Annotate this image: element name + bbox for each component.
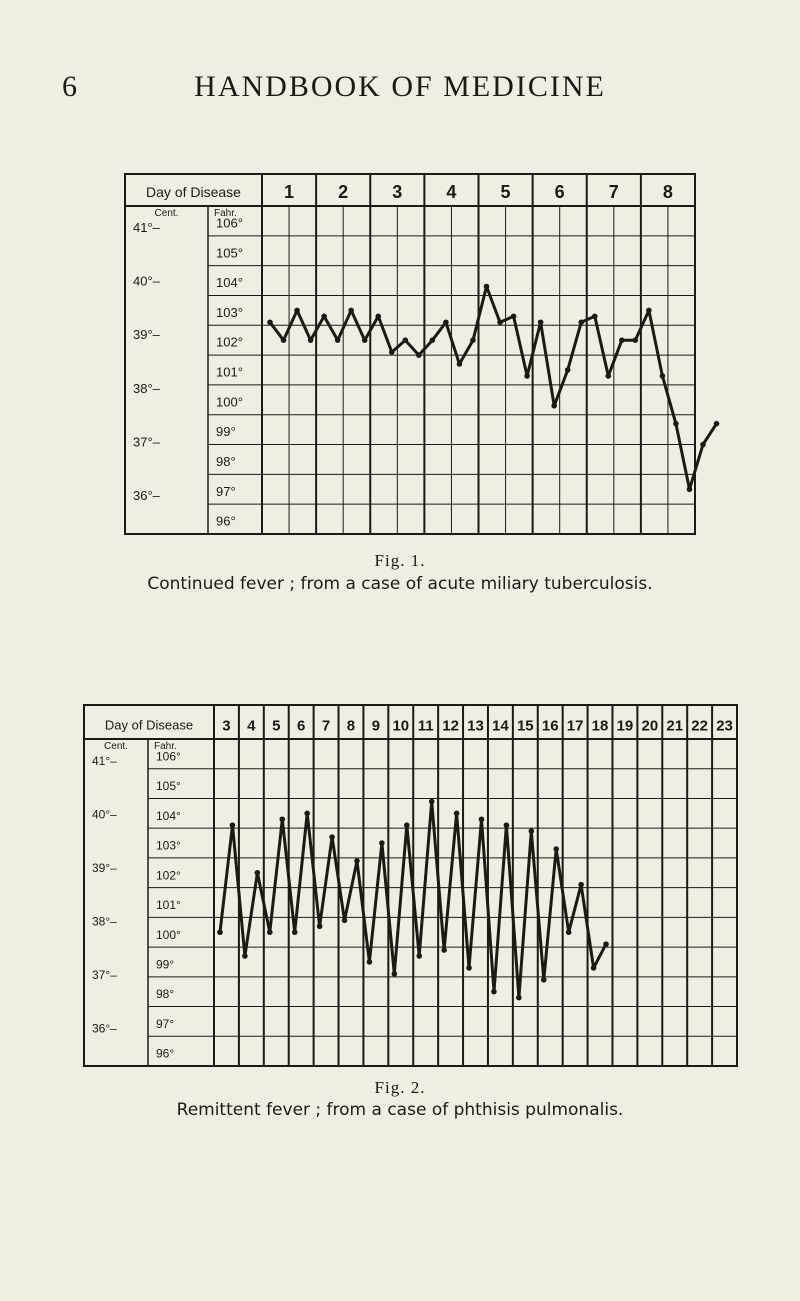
fig2-cent-label: 40°– — [92, 807, 117, 822]
fig2-frame — [84, 705, 737, 1066]
fig1-fahr-label: 106° — [216, 215, 243, 231]
fig2-day-label: 5 — [272, 717, 281, 735]
fig2-temperature-point — [404, 822, 410, 828]
fig2-temperature-point — [603, 941, 609, 947]
fig2-temperature-point — [392, 971, 398, 977]
fig1-fahr-label: 98° — [216, 454, 236, 470]
fig2-temperature-point — [591, 965, 597, 971]
fig1-day-label: 4 — [446, 182, 457, 202]
fig2-temperature-point — [304, 811, 310, 817]
fig1-cent-label: 37°– — [133, 434, 160, 450]
fig2-caption: Remittent fever ; from a case of phthisis pulmonalis. — [176, 1100, 624, 1120]
fig1-fahr-label: 104° — [216, 275, 243, 291]
fig2-temperature-point — [317, 923, 323, 929]
fig2-fahr-label: 100° — [156, 927, 181, 942]
fig2-cent-label: 39°– — [92, 860, 117, 875]
fig2-cent-header: Cent. — [104, 741, 128, 752]
fig2-fahr-label: 104° — [156, 808, 181, 823]
fig2-fahr-label: 105° — [156, 779, 181, 794]
fig2-temperature-point — [342, 918, 348, 924]
fig2-temperature-point — [441, 947, 447, 953]
fig2-temperature-point — [242, 953, 248, 959]
fig2-temperature-point — [491, 989, 497, 995]
fig2-temperature-point — [329, 834, 335, 840]
fig2-temperature-point — [217, 929, 223, 935]
fig2-temperature-point — [279, 816, 285, 822]
fig1-day-label: 7 — [608, 182, 619, 202]
fig2-label: Fig. 2. — [374, 1078, 426, 1097]
fig2-temperature-point — [541, 977, 547, 983]
fig1-day-label: 8 — [662, 182, 673, 202]
fig2-day-label: 17 — [566, 717, 584, 735]
fig2-day-label: 8 — [346, 717, 356, 735]
fig2-day-label: 20 — [641, 717, 659, 735]
fig2-temperature-point — [267, 929, 273, 935]
fig1-day-label: 6 — [554, 182, 565, 202]
fig2-temperature-point — [466, 965, 472, 971]
fig1-caption: Continued fever ; from a case of acute miliary tuberculosis. — [147, 574, 653, 594]
fig2-day-label: 10 — [392, 717, 410, 735]
page-number: 6 — [62, 70, 77, 103]
fig2-fahr-label: 97° — [156, 1016, 175, 1031]
fig1-fahr-header: Fahr. — [214, 208, 237, 219]
fig1-fahr-label: 102° — [216, 334, 243, 350]
fig2-fahr-label: 102° — [156, 868, 181, 883]
fig2-fahr-label: 98° — [156, 987, 175, 1002]
fig2-cent-label: 38°– — [92, 914, 117, 929]
fig2-day-label: 16 — [541, 717, 559, 735]
fig1-cent-label: 36°– — [133, 488, 160, 504]
fig2-temperature-point — [379, 840, 385, 846]
fig2-day-label: 18 — [591, 717, 609, 735]
fig2-day-of-disease-label: Day of Disease — [104, 717, 194, 733]
fig2-day-label: 7 — [321, 717, 331, 735]
fig1-cent-label: 38°– — [133, 380, 160, 396]
fig2-fahr-label: 99° — [156, 957, 175, 972]
fig1-day-label: 1 — [284, 182, 295, 202]
fig2-day-label: 21 — [666, 717, 684, 735]
fig1-label: Fig. 1. — [374, 551, 426, 570]
fig2-cent-label: 41°– — [92, 753, 117, 768]
fig1-cent-label: 41°– — [133, 219, 160, 235]
fig2-day-label: 3 — [222, 717, 231, 735]
fig2-day-label: 14 — [492, 717, 509, 735]
fig2-day-label: 23 — [716, 717, 733, 735]
fig1-fahr-label: 101° — [216, 364, 243, 380]
fig2-temperature-point — [566, 929, 572, 935]
fig2-temperature-point — [454, 811, 460, 817]
fig2-fahr-label: 96° — [156, 1046, 175, 1061]
fig2-temperature-point — [367, 959, 373, 965]
fig2-temperature-point — [416, 953, 422, 959]
fig2-day-label: 15 — [516, 717, 534, 735]
fig1-fahr-label: 103° — [216, 304, 243, 320]
fig2-temperature-point — [504, 822, 510, 828]
fig1-day-label: 2 — [338, 182, 349, 202]
fig2-fahr-label: 106° — [156, 749, 181, 764]
fig2-day-label: 4 — [247, 717, 256, 735]
fig2-temperature-point — [553, 846, 559, 852]
fig2-temperature-point — [354, 858, 360, 864]
fig2-cent-label: 37°– — [92, 967, 117, 982]
fig1-fahr-label: 97° — [216, 483, 236, 499]
fig2-temperature-point — [516, 995, 522, 1001]
fig2-fahr-label: 103° — [156, 838, 181, 853]
fig1-day-label: 5 — [500, 182, 511, 202]
fig2-temperature-point — [429, 799, 435, 805]
fig2-fahr-label: 101° — [156, 898, 181, 913]
fig2-day-label: 12 — [442, 717, 459, 735]
running-head: HANDBOOK OF MEDICINE — [194, 70, 606, 103]
fig2-cent-label: 36°– — [92, 1021, 117, 1036]
fig2-temperature-point — [292, 929, 298, 935]
fig2-day-label: 9 — [371, 717, 381, 735]
fig1-day-of-disease-label: Day of Disease — [146, 184, 241, 201]
fig2-temperature-point — [255, 870, 261, 876]
fig2-day-label: 19 — [616, 717, 634, 735]
fig1-cent-label: 39°– — [133, 327, 160, 343]
fig2-temperature-point — [578, 882, 584, 888]
fig2-day-label: 13 — [467, 717, 484, 735]
fig2-temperature-point — [479, 816, 485, 822]
fig2-temperature-point — [230, 822, 236, 828]
fig2-day-label: 6 — [296, 717, 306, 735]
fig2-day-label: 22 — [691, 717, 708, 735]
fig1-day-label: 3 — [392, 182, 403, 202]
fig1-fahr-label: 96° — [216, 513, 236, 529]
fig1-fahr-label: 99° — [216, 424, 236, 440]
fig1-cent-header: Cent. — [154, 208, 179, 219]
fig2-fahr-header: Fahr. — [154, 741, 177, 752]
fig2-day-label: 11 — [417, 717, 434, 735]
fig2-temperature-point — [529, 828, 535, 834]
fig1-cent-label: 40°– — [133, 273, 160, 289]
fig1-fahr-label: 105° — [216, 245, 243, 261]
fig1-fahr-label: 100° — [216, 394, 243, 410]
